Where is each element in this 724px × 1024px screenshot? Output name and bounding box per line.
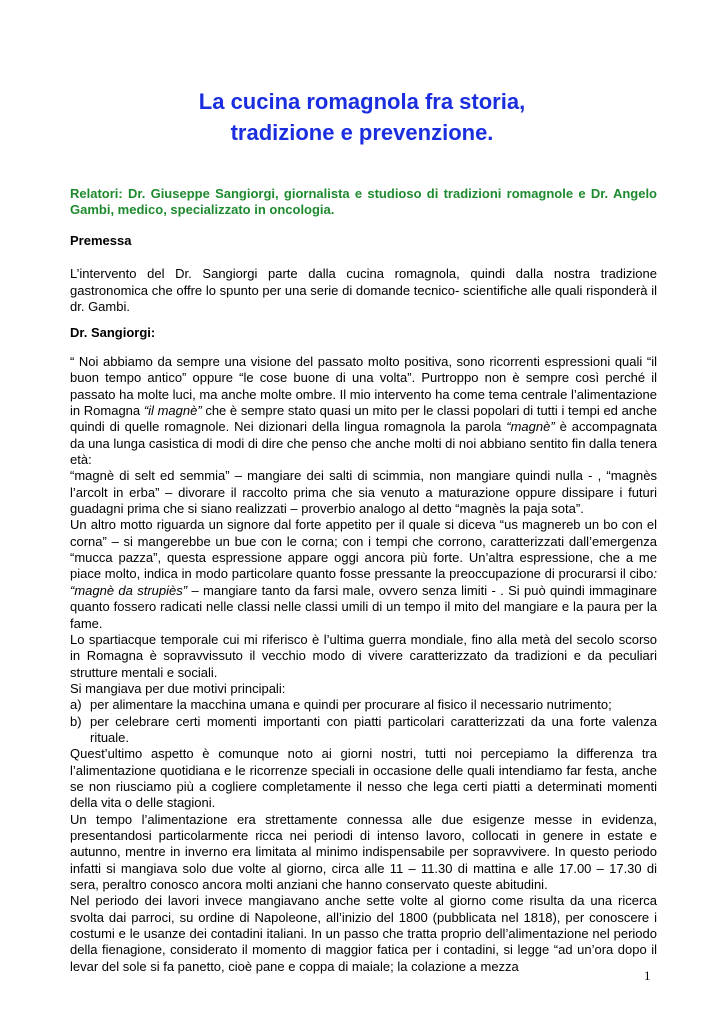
italic-term: : “magnè da strupiès” — [70, 566, 657, 598]
paragraph-7: Un tempo l’alimentazione era strettamente connessa alle due esigenze messe in evidenza, presentandosi particolarmente ricca nei periodi di intenso lavoro, collocati in genere in estate e autunno, mentre in inverno era limitata al minimo indispensabile per sopravvivere. In questo periodo infatti si mangiava solo due volte al giorno, circa alle 11 – 11.30 di mattina e alle 17.00 – 17.30 di sera, peraltro conosco ancora molti anziani che hanno conservato queste abitudini. — [70, 811, 657, 892]
list-item — [70, 697, 657, 713]
list-item-text: per celebrare certi momenti importanti con piatti particolari caratterizzati da una forte valenza rituale. — [90, 713, 657, 745]
paragraph-8: Nel periodo dei lavori invece mangiavano anche sette volte al giorno come risulta da una ricerca svolta dai parroci, su ordine di Napoleone, all’inizio del 1800 (pubblicata nel 1818), per conoscere i costumi e le usanze dei contadini italiani. In un passo che tratta proprio dell’alimentazione nel periodo della fienagione, considerato il momento di maggior fatica per i contadini, si legge “ad un’ora dopo il levar del sole si fa panetto, cioè pane e coppa di maiale; la colazione a mezza — [70, 893, 657, 974]
paragraph-6: Quest’ultimo aspetto è comunque noto ai giorni nostri, tutti noi percepiamo la differenza tra l’alimentazione quotidiana e le ricorrenze speciali in occasione delle quali intendiamo far festa, anche se non riusciamo più a cogliere completamente il nesso che lega certi piatti a determinati momenti della vita o delle stagioni. — [70, 746, 657, 811]
italic-term: “magnè” — [506, 419, 555, 435]
paragraph-1: “ Noi abbiamo da sempre una visione del passato molto positiva, sono ricorrenti espressioni quali “il buon tempo antico” oppure “le cose buone di una volta”. Purtroppo non è sempre così perché il passato ha molte luci, ma anche molte ombre. Il mio intervento ha come tema centrale l’alimentazione in Romagna “il magnè” che è sempre stato quasi un mito per le classi popolari di tutti i tempi ed anche quindi di quelle romagnole. Nei dizionari della lingua romagnola la parola “magnè” è accompagnata da una lunga casistica di modi di dire che penso che anche molti di noi abbiano sentito fin dalla tenera età: — [70, 354, 658, 468]
speakers-paragraph: Relatori: Dr. Giuseppe Sangiorgi, giornalista e studioso di tradizioni romagnole e Dr. Angelo Gambi, medico, specializzato in oncologia. — [70, 186, 657, 217]
page-number: 1 — [644, 968, 651, 983]
intro-paragraph: L’intervento del Dr. Sangiorgi parte dalla cucina romagnola, quindi dalla nostra tradizione gastronomica che offre lo spunto per una serie di domande tecnico- scientifiche alle quali risponderà il dr. Gambi. — [70, 266, 657, 314]
paragraph-3: Un altro motto riguarda un signore dal forte appetito per il quale si diceva “us magnereb un bo con el corna” – si mangerebbe un bue con le corna; con i tempi che corrono, caratterizzati dall’emergenza “mucca pazza”, questa espressione appare oggi ancora più forte. Un’altra espressione, che a me piace molto, indica in modo particolare quanto fosse pressante la preoccupazione di procurarsi il cibo: “magnè da strupiès” – mangiare tanto da farsi male, ovvero senza limiti - . Si può quindi immaginare quanto fossero radicati nelle classi nelle classi umili di un tempo il mito del mangiare e la paura per la fame. — [70, 517, 657, 631]
paragraph-5: Si mangiava per due motivi principali: — [70, 680, 286, 696]
list-marker: b) — [70, 713, 82, 729]
title-line-1: La cucina romagnola fra storia, — [198, 89, 526, 114]
section-heading-premessa: Premessa — [70, 233, 132, 248]
paragraph-4: Lo spartiacque temporale cui mi riferisco è l’ultima guerra mondiale, fino alla metà del secolo scorso in Romagna è sopravvissuto il vecchio modo di vivere caratterizzato da tradizioni e da peculiari strutture mentali e sociali. — [70, 631, 657, 680]
body-text — [70, 354, 657, 975]
list-item-text: per alimentare la macchina umana e quindi per procurare al fisico il necessario nutrimento; — [90, 697, 612, 713]
list-item — [70, 714, 657, 747]
document-title — [60, 86, 664, 148]
title-line-2: tradizione e prevenzione. — [230, 120, 494, 145]
italic-term: “il magnè” — [143, 403, 202, 419]
section-heading-speaker: Dr. Sangiorgi: — [70, 325, 156, 340]
paragraph-2: “magnè di selt ed semmia” – mangiare dei salti di scimmia, non mangiare quindi nulla - , “magnès l’arcolt in erba” – divorare il raccolto prima che sia venuto a maturazione oppure dissipare i futuri guadagni prima che si siano realizzati – proverbio analogo al detto “magnès la paja sota”. — [70, 468, 657, 517]
list-marker: a) — [70, 697, 82, 713]
